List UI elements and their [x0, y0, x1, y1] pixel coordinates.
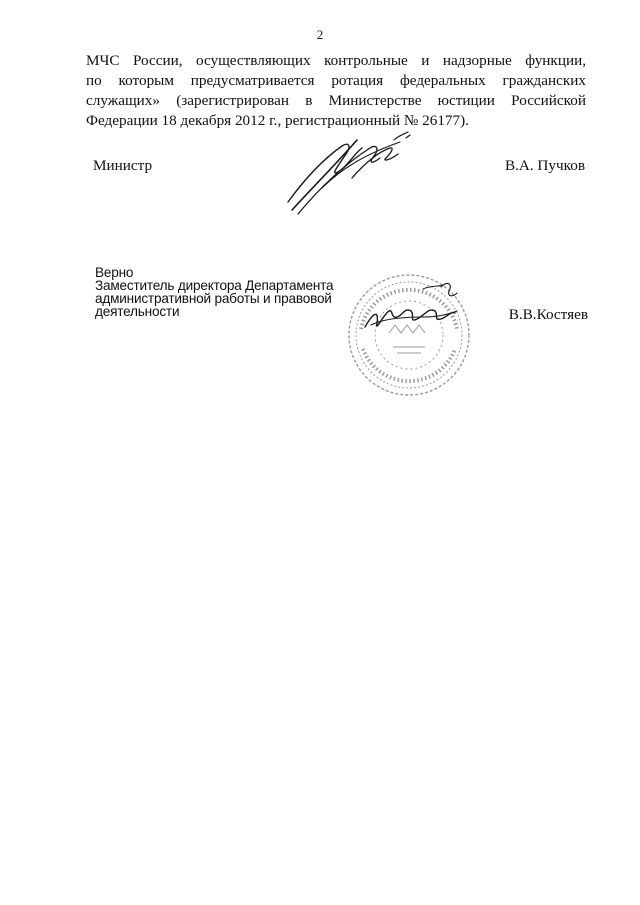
certification-block [95, 266, 333, 318]
page-number: 2 [316, 27, 324, 42]
certification-line: Заместитель директора Департамента [95, 278, 334, 293]
body-line: служащих» (зарегистрирован в Министерстве юстиции Российской [86, 92, 586, 109]
body-line: по которым предусматривается ротация федеральных гражданских [86, 72, 586, 89]
certification-line: административной работы и правовой [95, 291, 332, 306]
certification-line: деятельности [95, 304, 180, 319]
deputy-name: В.В.Костяев [508, 306, 588, 323]
body-line: МЧС России, осуществляющих контрольные и надзорные функции, [86, 52, 586, 69]
minister-title: Министр [93, 157, 153, 174]
minister-name: В.А. Пучков [504, 157, 585, 174]
minister-signature [282, 118, 420, 218]
body-line: Федерации 18 декабря 2012 г., регистрационный № 26177). [86, 112, 469, 129]
official-seal [343, 267, 476, 400]
certification-line: Верно [95, 265, 134, 280]
